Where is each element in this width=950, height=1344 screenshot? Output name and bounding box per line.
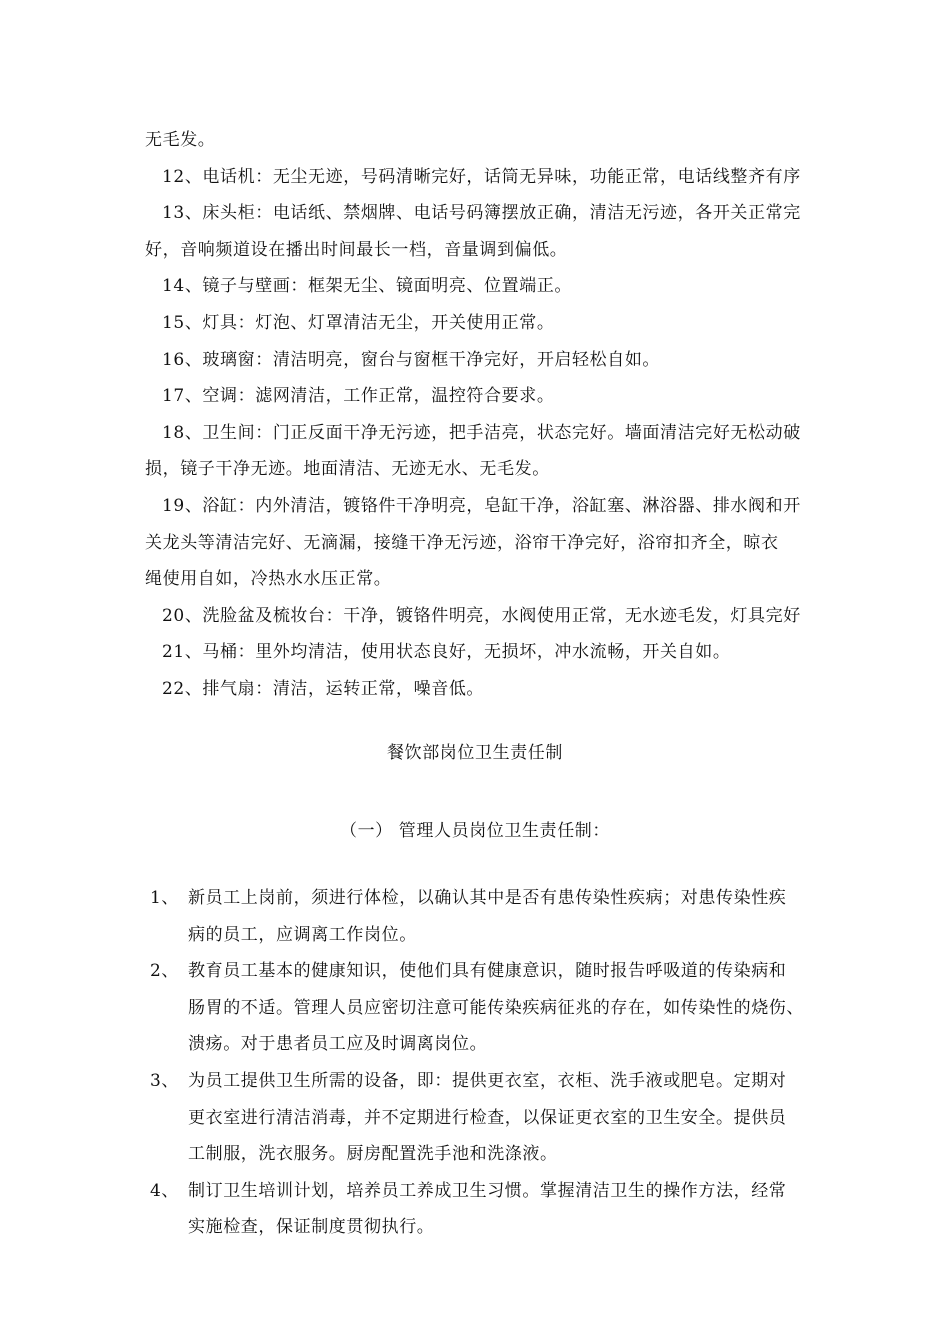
paragraph-line: 19、浴缸：内外清洁，镀铬件干净明亮，皂缸干净，浴缸塞、淋浴器、排水阀和开 (162, 495, 801, 516)
list-item-line: 为员工提供卫生所需的设备，即：提供更衣室，衣柜、洗手液或肥皂。定期对 (188, 1070, 787, 1091)
list-item-line: 实施检查，保证制度贯彻执行。 (188, 1217, 435, 1238)
list-item-line: 溃疡。对于患者员工应及时调离岗位。 (188, 1034, 488, 1055)
management-duties-list (150, 880, 860, 1246)
paragraph-line: 无毛发。 (145, 130, 216, 150)
list-item-line: 新员工上岗前，须进行体检，以确认其中是否有患传染性疾病；对患传染性疾 (188, 888, 787, 908)
paragraph-line: 绳使用自如，冷热水水压正常。 (145, 569, 392, 590)
list-item (150, 1063, 860, 1173)
paragraph-line: 18、卫生间：门正反面干净无污迹，把手洁亮，状态完好。墙面清洁完好无松动破 (162, 422, 801, 443)
list-item-number: 4、 (150, 1180, 180, 1201)
paragraph-line: 关龙头等清洁完好、无滴漏，接缝干净无污迹，浴帘干净完好，浴帘扣齐全，晾衣 (145, 532, 779, 553)
section-subtitle: （一） 管理人员岗位卫生责任制： (339, 821, 610, 841)
paragraph-line: 好，音响频道设在播出时间最长一档，音量调到偏低。 (145, 239, 568, 260)
list-item-number: 3、 (150, 1070, 180, 1091)
list-item-number: 2、 (150, 961, 180, 982)
list-item-line: 教育员工基本的健康知识，使他们具有健康意识，随时报告呼吸道的传染病和 (188, 961, 787, 982)
list-item (150, 953, 860, 1063)
paragraph-line: 16、玻璃窗：清洁明亮，窗台与窗框干净完好，开启轻松自如。 (162, 349, 661, 370)
paragraph-line: 12、电话机：无尘无迹，号码清晰完好，话筒无异味，功能正常，电话线整齐有序 (162, 166, 801, 187)
paragraph-line: 17、空调：滤网清洁，工作正常，温控符合要求。 (162, 386, 555, 407)
paragraph-line: 14、镜子与壁画：框架无尘、镜面明亮、位置端正。 (162, 276, 573, 297)
paragraph-line: 15、灯具：灯泡、灯罩清洁无尘，开关使用正常。 (162, 312, 555, 333)
paragraph-line: 21、马桶：里外均清洁，使用状态良好，无损坏，冲水流畅，开关自如。 (162, 642, 731, 663)
paragraph-line: 20、洗脸盆及梳妆台：干净，镀铬件明亮，水阀使用正常，无水迹毛发，灯具完好 (162, 605, 801, 626)
list-item-line: 制订卫生培训计划，培养员工养成卫生习惯。掌握清洁卫生的操作方法，经常 (188, 1180, 787, 1201)
list-item-number: 1、 (150, 888, 180, 908)
paragraph-line: 13、床头柜：电话纸、禁烟牌、电话号码簿摆放正确，清洁无污迹，各开关正常完 (162, 203, 801, 224)
list-item-line: 病的员工，应调离工作岗位。 (188, 924, 417, 945)
list-item-line: 工制服，洗衣服务。厨房配置洗手池和洗涤液。 (188, 1144, 558, 1165)
paragraph-line: 22、排气扇：清洁，运转正常，噪音低。 (162, 678, 485, 699)
room-standards-list (145, 122, 855, 708)
paragraph-line: 损，镜子干净无迹。地面清洁、无迹无水、无毛发。 (145, 459, 550, 480)
list-item (150, 880, 860, 953)
list-item-line: 肠胃的不适。管理人员应密切注意可能传染疾病征兆的存在，如传染性的烧伤、 (188, 997, 804, 1018)
list-item-line: 更衣室进行清洁消毒，并不定期进行检查，以保证更衣室的卫生安全。提供员 (188, 1107, 787, 1128)
list-item (150, 1173, 860, 1246)
section-title: 餐饮部岗位卫生责任制 (387, 743, 563, 763)
